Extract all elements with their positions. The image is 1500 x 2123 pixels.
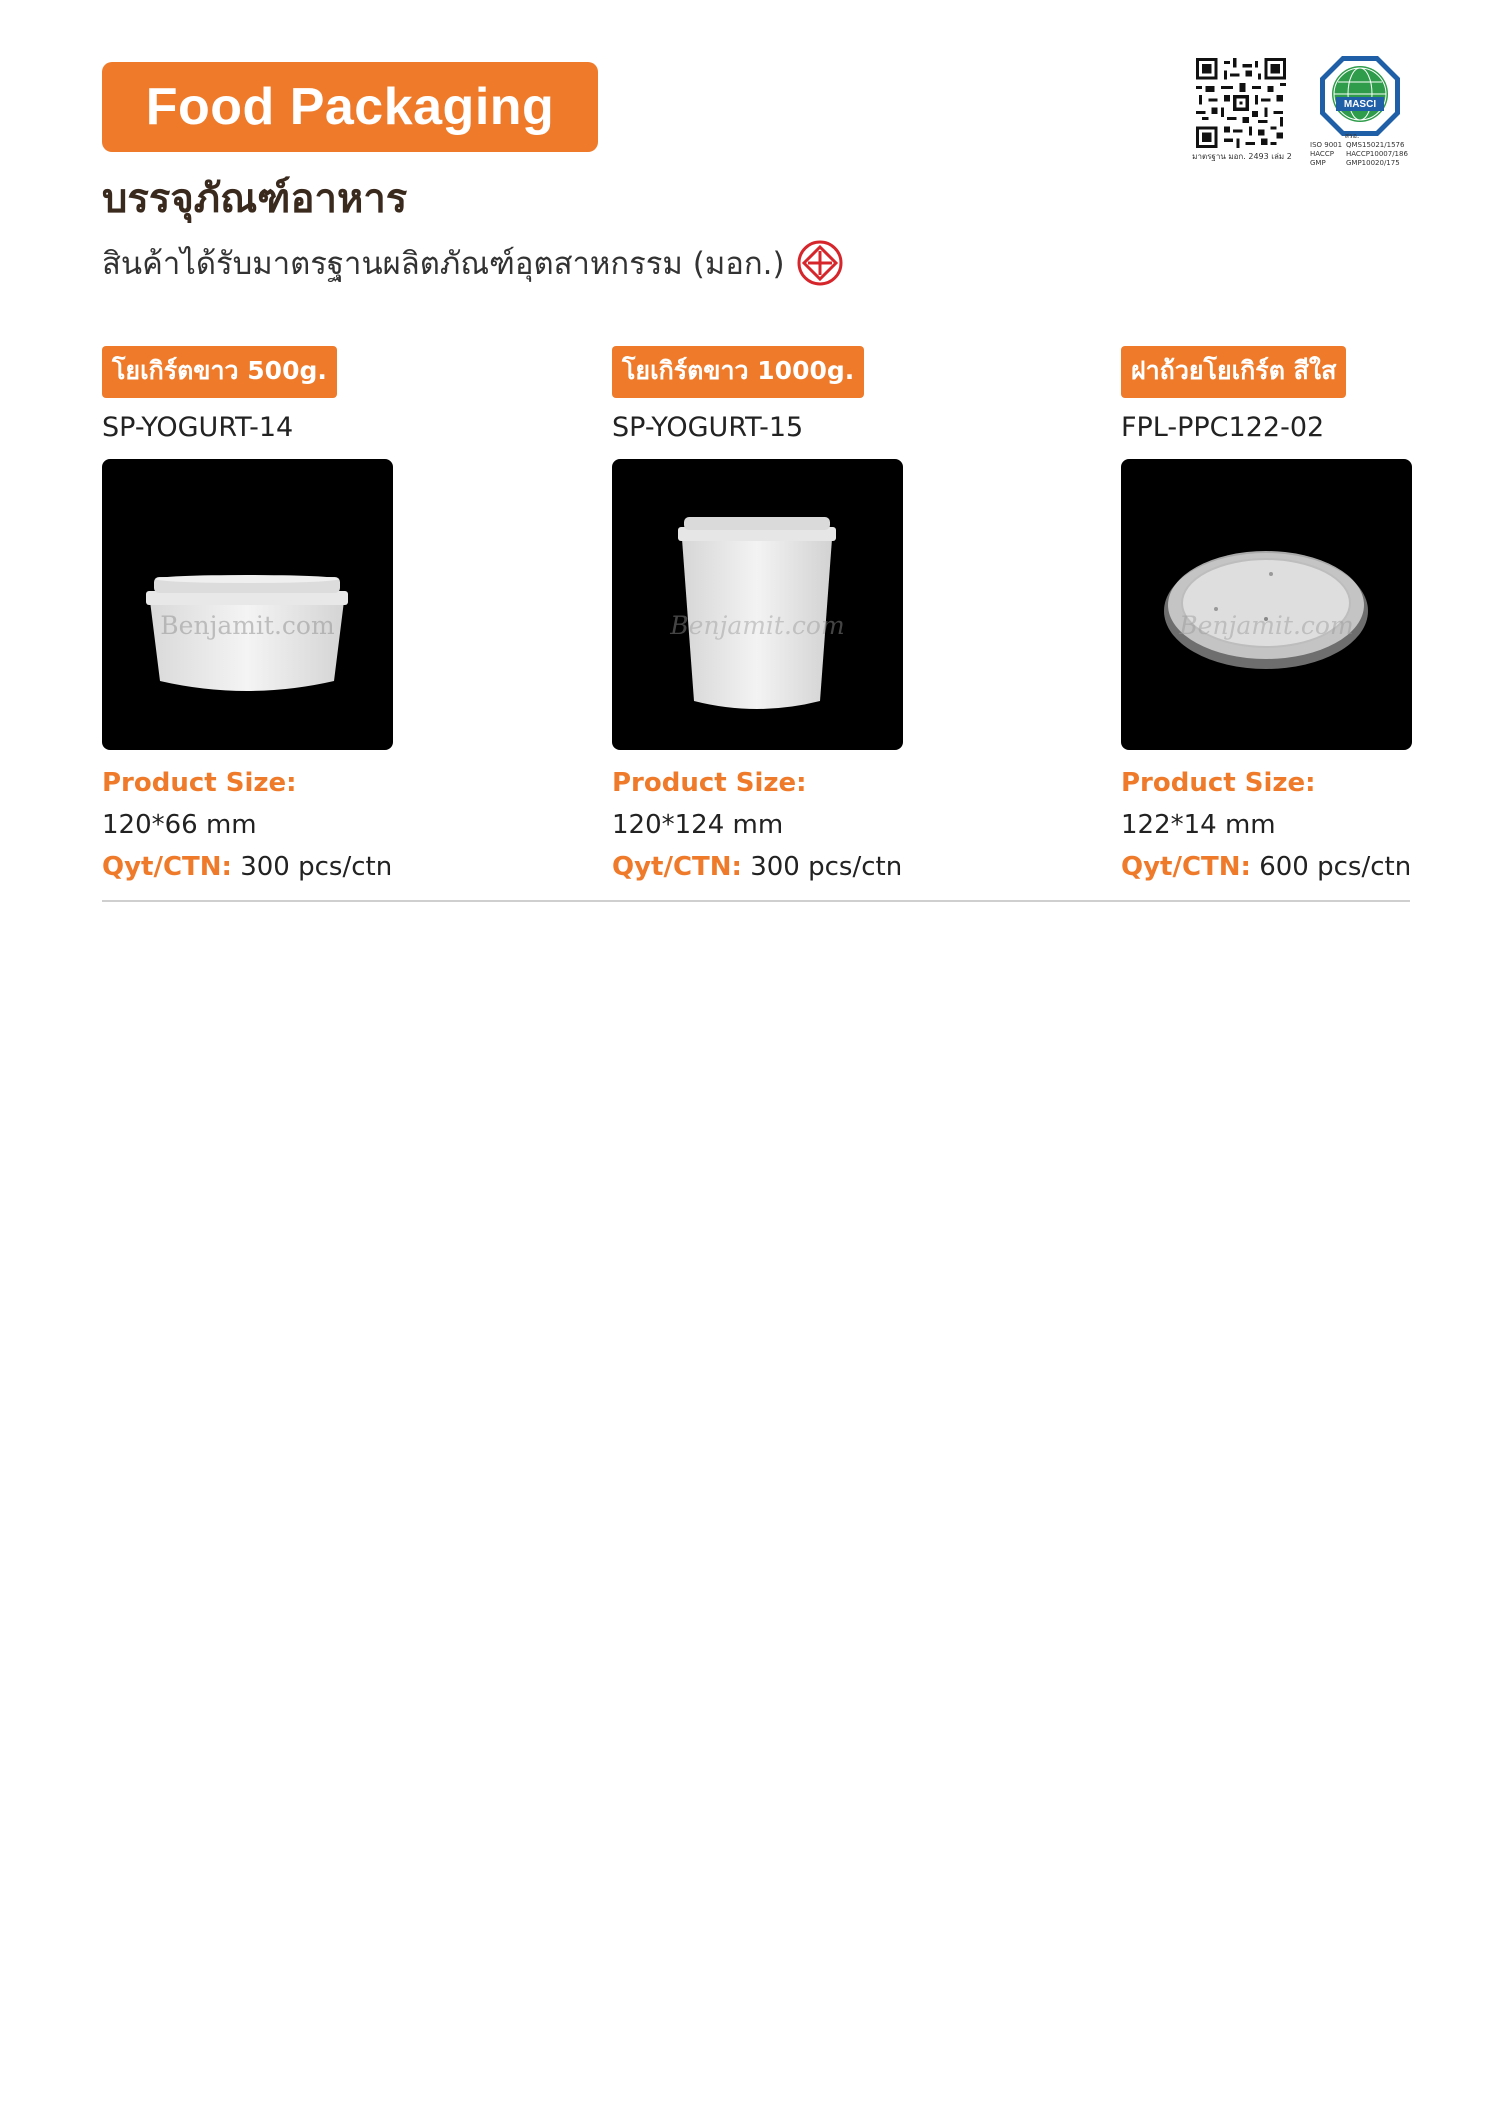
watermark: Benjamit.com: [670, 611, 845, 640]
thai-subtitle-text: สินค้าได้รับมาตรฐานผลิตภัณฑ์อุตสาหกรรม (มอก.): [102, 246, 785, 282]
product-size-value: 120*124 mm: [612, 810, 784, 840]
product-name-tag: ฝาถ้วยโยเกิร์ต สีใส: [1121, 346, 1346, 398]
cert-name: ISO 9001: [1310, 141, 1343, 149]
cert-row: [1310, 141, 1420, 150]
clear-lid-icon: [1121, 459, 1412, 750]
certification-details: [1310, 132, 1420, 168]
masci-sub: สรอ.: [1344, 132, 1360, 140]
watermark: Benjamit.com: [160, 611, 335, 640]
qty-value: 300 pcs/ctn: [750, 852, 903, 882]
qr-caption: มาตรฐาน มอก. 2493 เล่ม 2: [1192, 152, 1292, 161]
product-name-tag: โยเกิร์ตขาว 1000g.: [612, 346, 864, 398]
qty-line: [102, 852, 432, 882]
product-code: SP-YOGURT-15: [612, 412, 804, 443]
masci-certification-seal-icon: [1318, 54, 1402, 138]
product-code: FPL-PPC122-02: [1121, 412, 1325, 443]
qty-line: [1121, 852, 1451, 882]
yogurt-cup-500g-icon: [102, 459, 393, 750]
thai-title: บรรจุภัณฑ์อาหาร: [102, 176, 408, 222]
product-size-label: Product Size:: [102, 768, 297, 798]
qty-label: Qyt/CTN:: [102, 852, 232, 882]
cert-row: [1310, 159, 1420, 168]
product-code: SP-YOGURT-14: [102, 412, 294, 443]
product-size-value: 122*14 mm: [1121, 810, 1276, 840]
product-card-yogurt-1000g[interactable]: [612, 346, 942, 882]
section-divider: [102, 900, 1410, 902]
product-photo: [102, 459, 393, 750]
cert-row: [1310, 150, 1420, 159]
qty-line: [612, 852, 942, 882]
qty-label: Qyt/CTN:: [1121, 852, 1251, 882]
product-name-tag: โยเกิร์ตขาว 500g.: [102, 346, 337, 398]
watermark: Benjamit.com: [1179, 611, 1354, 640]
product-size-label: Product Size:: [1121, 768, 1316, 798]
thai-subtitle: [102, 238, 843, 288]
product-size-value: 120*66 mm: [102, 810, 257, 840]
tis-standard-mark-icon: [797, 240, 843, 286]
cert-name: GMP: [1310, 159, 1326, 167]
qty-label: Qyt/CTN:: [612, 852, 742, 882]
product-photo: [1121, 459, 1412, 750]
qty-value: 600 pcs/ctn: [1259, 852, 1412, 882]
product-photo: [612, 459, 903, 750]
product-card-clear-lid[interactable]: [1121, 346, 1451, 882]
cert-code: HACCP10007/186: [1346, 150, 1408, 158]
cert-name: HACCP: [1310, 150, 1334, 158]
yogurt-cup-1000g-icon: [612, 459, 903, 750]
qr-code-icon[interactable]: [1196, 58, 1286, 148]
food-packaging-title: Food Packaging: [102, 62, 598, 152]
cert-code: GMP10020/175: [1346, 159, 1400, 167]
cert-code: QMS15021/1576: [1346, 141, 1405, 149]
qty-value: 300 pcs/ctn: [240, 852, 393, 882]
product-size-label: Product Size:: [612, 768, 807, 798]
masci-label: MASCI: [1343, 99, 1377, 110]
product-card-yogurt-500g[interactable]: [102, 346, 432, 882]
